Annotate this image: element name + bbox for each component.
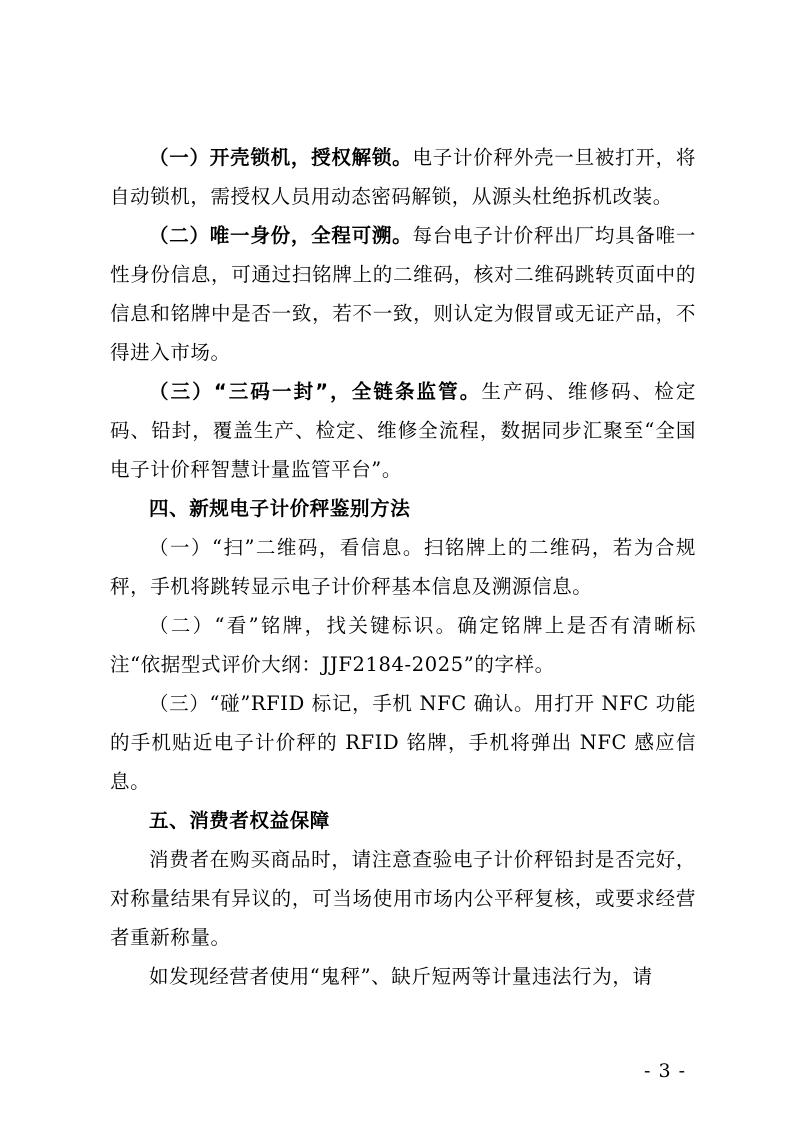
section-heading-identification: 四、新规电子计价秤鉴别方法 xyxy=(149,497,411,520)
page-number: - 3 - xyxy=(643,1060,686,1082)
paragraph-unique-identity xyxy=(110,216,696,372)
paragraph-consumer-check: 消费者在购买商品时，请注意查验电子计价秤铅封是否完好，对称量结果有异议的，可当场使用市场内公平秤复核，或要求经营者重新称量。 xyxy=(110,848,696,949)
paragraph-lead: （一）开壳锁机，授权解锁。 xyxy=(149,146,413,169)
paragraph-shell-lock xyxy=(110,138,696,216)
paragraph-rfid-nfc: （三）“碰”RFID 标记，手机 NFC 确认。用打开 NFC 功能的手机贴近电子计价秤的 RFID 铭牌，手机将弹出 NFC 感应信息。 xyxy=(110,692,696,793)
paragraph-body: 生产码、维修码、检定码、铅封，覆盖生产、检定、维修全流程，数据同步汇聚至“全国电子计价秤智慧计量监管平台”。 xyxy=(110,380,696,481)
paragraph-scan-qr: （一）“扫”二维码，看信息。扫铭牌上的二维码，若为合规秤，手机将跳转显示电子计价秤基本信息及溯源信息。 xyxy=(110,536,696,598)
paragraph-body: 电子计价秤外壳一旦被打开，将自动锁机，需授权人员用动态密码解锁，从源头杜绝拆机改装。 xyxy=(110,146,696,208)
paragraph-check-nameplate: （二）“看”铭牌，找关键标识。确定铭牌上是否有清晰标注“依据型式评价大纲：JJF2184-2025”的字样。 xyxy=(110,614,696,676)
paragraph-three-codes xyxy=(110,372,696,489)
paragraph-lead: （三）“三码一封”，全链条监管。 xyxy=(149,380,482,403)
section-heading-consumer-rights: 五、消费者权益保障 xyxy=(149,809,330,832)
paragraph-body: 每台电子计价秤出厂均具备唯一性身份信息，可通过扫铭牌上的二维码，核对二维码跳转页面中的信息和铭牌中是否一致，若不一致，则认定为假冒或无证产品，不得进入市场。 xyxy=(110,224,696,364)
paragraph-report-violation: 如发现经营者使用“鬼秤”、缺斤短两等计量违法行为，请 xyxy=(149,965,653,988)
paragraph-lead: （二）唯一身份，全程可溯。 xyxy=(149,224,413,247)
document-page xyxy=(110,138,696,996)
